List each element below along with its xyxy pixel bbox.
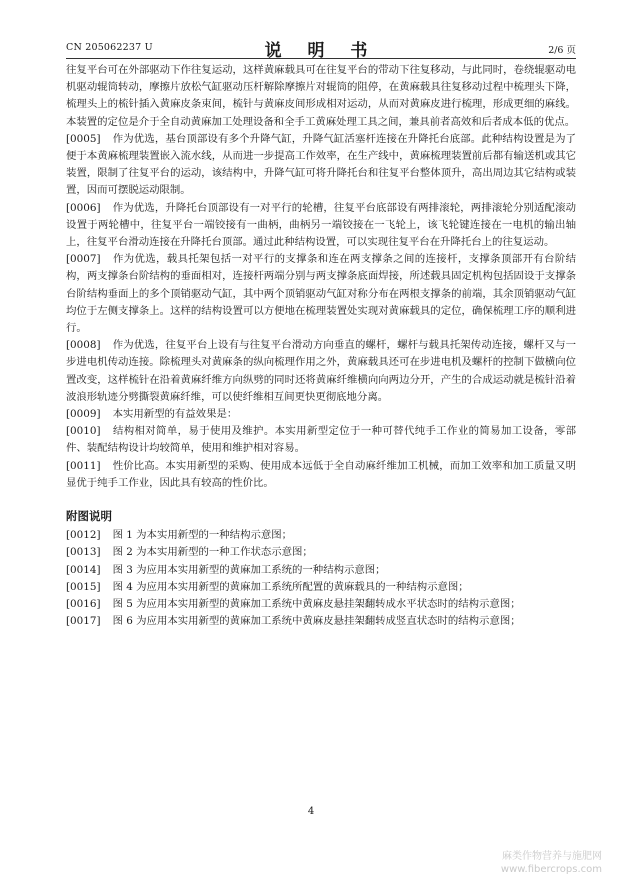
- paragraph-0005: [66, 131, 576, 200]
- paragraph-number: [0008]: [66, 339, 101, 352]
- page-header: [66, 36, 576, 59]
- paragraph-number: [0013]: [66, 546, 101, 559]
- paragraph-text: 结构相对简单，易于使用及维护。本实用新型定位于一种可替代纯手工作业的简易加工设备，零部件、装配结构设计均较简单，使用和维护相对容易。: [66, 425, 576, 455]
- site-watermark: [501, 850, 602, 876]
- paragraph-text: 本实用新型的有益效果是：: [112, 408, 238, 421]
- paragraph-number: [0009]: [66, 408, 101, 421]
- paragraph-number: [0011]: [66, 459, 101, 472]
- paragraph-0013: [66, 544, 576, 561]
- paragraph-number: [0007]: [66, 253, 101, 266]
- document-body: [66, 62, 576, 631]
- paragraph-text: 图 4 为应用本实用新型的黄麻加工系统所配置的黄麻载具的一种结构示意图；: [112, 580, 469, 593]
- paragraph-text: 图 6 为应用本实用新型的黄麻加工系统中黄麻皮悬挂架翻转成竖直状态时的结构示意图；: [112, 615, 521, 628]
- paragraph-number: [0017]: [66, 615, 101, 628]
- paragraph-text: 作为优选，基台顶部设有多个升降气缸，升降气缸活塞杆连接在升降托台底部。此种结构设置是为了便于本黄麻梳理装置嵌入流水线，从而进一步提高工作效率，在生产线中，黄麻梳理装置前后都有输送机或其它装置，限制了往复平台的运动，该结构中，升降气缸可将升降托台和往复平台整体顶升，高出周边其它结构或装置，因而可摆脱运动限制。: [66, 132, 576, 197]
- paragraph-0015: [66, 579, 576, 596]
- page-indicator: 2/6 页: [548, 45, 576, 56]
- paragraph-text: 图 2 为本实用新型的一种工作状态示意图；: [112, 546, 313, 559]
- paragraph-number: [0014]: [66, 563, 101, 576]
- paragraph-text: 性价比高。本实用新型的采购、使用成本远低于全自动麻纤维加工机械，而加工效率和加工质量又明显优于纯手工作业，因此具有较高的性价比。: [66, 459, 576, 489]
- paragraph-0007: [66, 251, 576, 337]
- paragraph-0008: [66, 337, 576, 406]
- section-spacer: [66, 492, 576, 504]
- paragraph-0016: [66, 596, 576, 613]
- paragraph-0011: [66, 458, 576, 492]
- patent-number: CN 205062237 U: [66, 42, 153, 53]
- paragraph-0006: [66, 200, 576, 252]
- paragraph-text: 作为优选，升降托台顶部设有一对平行的轮槽，往复平台底部设有两排滚轮，两排滚轮分别适配滚动设置于两轮槽中，往复平台一端铰接有一曲柄，曲柄另一端铰接在一飞轮上，该飞轮键连接在一电机的输出轴上，往复平台滑动连接在升降托台顶部。通过此种结构设置，可以实现往复平台在升降托台上的往复运动。: [66, 201, 576, 249]
- paragraph-text: 作为优选，载具托架包括一对平行的支撑条和连在两支撑条之间的连接杆，支撑条顶部开有台阶结构，两支撑条台阶结构的垂面相对，连接杆两端分别与两支撑条底面焊接，所述载具固定机构包括固设于支撑条台阶结构垂面上的多个顶销驱动气缸，其中两个顶销驱动气缸对称分布在两根支撑条的前端，其余顶销驱动气缸均位于左侧支撑条上。这样的结构设置可以方便地在梳理装置处实现对黄麻载具的定位，确保梳理工序的顺利进行。: [66, 253, 576, 335]
- watermark-url: www.fibercrops.com: [500, 864, 602, 875]
- paragraph-0010: [66, 423, 576, 457]
- paragraph-text: 图 1 为本实用新型的一种结构示意图；: [112, 529, 293, 542]
- paragraph-0017: [66, 613, 576, 630]
- paragraph-number: [0005]: [66, 132, 101, 145]
- paragraph-number: [0016]: [66, 598, 101, 611]
- document-title: 说 明 书: [264, 41, 378, 61]
- paragraph-text: 作为优选，往复平台上设有与往复平台滑动方向垂直的螺杆，螺杆与载具托架传动连接，螺杆又与一步进电机传动连接。除梳理头对黄麻条的纵向梳理作用之外，黄麻载具还可在步进电机及螺杆的控制下做横向位置改变，这样梳针在沿着黄麻纤维方向纵劈的同时还将黄麻纤维横向向两边分开，产生的合成运动就是梳针沿着波浪形轨迹分劈撕裂黄麻纤维，可以使纤维相互间更快更彻底地分离。: [66, 339, 576, 403]
- paragraph-number: [0015]: [66, 580, 101, 593]
- paragraph-number: [0012]: [66, 529, 101, 542]
- paragraph-number: [0006]: [66, 201, 101, 214]
- paragraph-text: 图 3 为应用本实用新型的黄麻加工系统的一种结构示意图；: [112, 563, 386, 576]
- paragraph-0014: [66, 562, 576, 579]
- paragraph-text: 图 5 为应用本实用新型的黄麻加工系统中黄麻皮悬挂架翻转成水平状态时的结构示意图；: [112, 598, 521, 611]
- intro-paragraph: 往复平台可在外部驱动下作往复运动，这样黄麻载具可在往复平台的带动下往复移动，与此同时，卷绕辊驱动电机驱动辊筒转动，摩擦片放松气缸驱动压杆解除摩擦片对辊筒的阻停，在黄麻载具往复移动过程中梳理头下降，梳理头上的梳针插入黄麻皮条束间，梳针与黄麻皮间形成相对运动，从而对黄麻皮进行梳理，形成更细的麻线。本装置的定位是介于全自动黄麻加工处理设备和全手工黄麻处理工具之间，兼具前者高效和后者成本低的优点。: [66, 64, 576, 128]
- page-number: 4: [307, 806, 315, 817]
- paragraph-0012: [66, 527, 576, 544]
- section-heading: 附图说明: [66, 509, 112, 524]
- paragraph-number: [0010]: [66, 425, 101, 438]
- watermark-site-name: 麻类作物营养与施肥网: [502, 851, 602, 862]
- paragraph-0009: [66, 406, 576, 423]
